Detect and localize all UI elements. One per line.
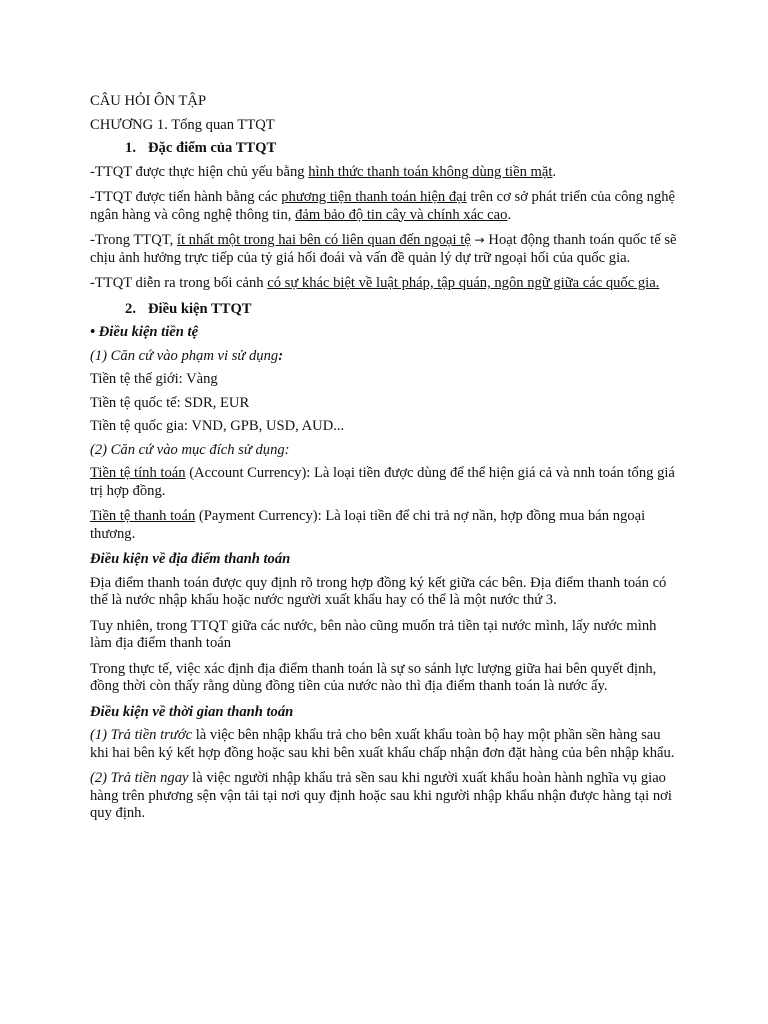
italic-text: (1) Căn cứ vào phạm vi sử dụng [90, 347, 279, 364]
right-arrow-icon: → [470, 233, 489, 247]
underlined-text: đảm bảo độ tin cây và chính xác cao [295, 206, 508, 223]
chapter-text: CHƯƠNG 1. Tổng quan TTQT [90, 116, 275, 133]
international-currency [90, 395, 678, 419]
document-title [90, 93, 678, 117]
section-2-heading [90, 301, 678, 325]
paragraph-place-3 [90, 661, 678, 704]
underlined-text: phương tiện thanh toán hiện đại [281, 189, 467, 205]
paragraph-payment-currency [90, 508, 678, 551]
section-number: 2. [125, 300, 136, 317]
text-run: là việc người nhập khẩu trả sền sau khi người xuất khẩu hoàn hành nghĩa vụ giao hàng trên phương sện vận tải tại nơi quy định hoặc sau khi người nhập khẩu nhận được hàng tại nơi quy định. [90, 770, 672, 821]
numbered-heading [90, 140, 276, 158]
paragraph-modern-means [90, 189, 678, 232]
text-run: -TTQT được thực hiện chủ yếu bằng [90, 163, 309, 180]
paragraph-context [90, 275, 678, 301]
text-run: Tuy nhiên, trong TTQT giữa các nước, bên nào cũng muốn trả tiền tại nước mình, lấy nước mình làm địa điểm thanh toán [90, 617, 657, 651]
text-run: là việc bên nhập khẩu trả cho bên xuất khẩu toàn bộ hay một phần sền hàng sau khi hai bên ký kết hợp đồng hoặc sau khi bên xuất khẩu chấp nhận đơn đặt hàng của bên nhập khẩu. [90, 727, 675, 761]
italic-text: (2) Căn cứ vào mục đích sử dụng: [90, 441, 290, 458]
bold-italic-subheading: Điều kiện về địa điểm thanh toán [90, 551, 291, 567]
colon: : [278, 347, 284, 364]
chapter-heading [90, 117, 678, 141]
paragraph-pay-now [90, 770, 678, 831]
subheading-currency [90, 324, 678, 348]
numbered-heading [90, 301, 252, 319]
text-run: (Account Currency): Là loại tiền được dùng để thể hiện giá cả và nnh toán tổng giá trị hợp đồng. [90, 465, 675, 499]
bullet-subheading: • Điều kiện tiền tệ [90, 324, 199, 340]
underlined-text: Tiền tệ thanh toán [90, 508, 196, 524]
section-label: Đặc điểm của TTQT [148, 140, 277, 156]
text-run: Tiền tệ quốc tế: SDR, EUR [90, 394, 250, 411]
text-run: -TTQT được tiến hành bằng các [90, 189, 282, 205]
text-run: Tiền tệ quốc gia: VND, GPB, USD, AUD... [90, 418, 345, 434]
italic-text: (1) Trả tiền trước [90, 727, 193, 743]
subheading-by-purpose [90, 442, 678, 466]
paragraph-place-1 [90, 575, 678, 618]
underlined-text: có sự khác biệt về luật pháp, tập quán, ngôn ngữ giữa các quốc gia. [267, 275, 660, 291]
subheading-time [90, 704, 678, 728]
bold-italic-subheading: Điều kiện về thời gian thanh toán [90, 703, 294, 720]
paragraph-cash [90, 164, 678, 190]
text-run: Hoạt động thanh toán quốc tế sẽ chịu ảnh hưởng trực tiếp của tỷ giá hối đoái và vấn đề quản lý dự trữ ngoại hối của quốc gia. [90, 232, 677, 266]
title-text: CÂU HỎI ÔN TẬP [90, 93, 207, 109]
italic-text: (2) Trả tiền ngay [90, 770, 189, 786]
text-run: . [552, 163, 557, 180]
text-run: Địa điểm thanh toán được quy định rõ trong hợp đồng ký kết giữa các bên. Địa điểm thanh toán có thể là nước nhập khẩu hoặc nước người xuất khẩu hay có thể là một nước thứ 3. [90, 574, 667, 608]
paragraph-prepay [90, 727, 678, 770]
world-currency [90, 371, 678, 395]
subheading-place [90, 551, 678, 575]
underlined-text: hình thức thanh toán không dùng tiền mặt [308, 163, 553, 180]
text-run: -Trong TTQT, [90, 232, 177, 248]
section-1-heading [90, 140, 678, 164]
section-label: Điều kiện TTQT [148, 300, 252, 317]
text-run: trên cơ sở phát triển của công nghệ ngân hàng và công nghệ thông tin, [90, 189, 676, 223]
national-currency [90, 418, 678, 442]
text-run: (Payment Currency): Là loại tiền để chi trả nợ nần, hợp đồng mua bán ngoại thương. [90, 508, 646, 542]
paragraph-place-2 [90, 618, 678, 661]
paragraph-foreign-currency [90, 232, 678, 275]
underlined-text: ít nhất một trong hai bên có liên quan đến ngoại tệ [176, 232, 471, 248]
section-number: 1. [125, 140, 136, 156]
text-run: Tiền tệ thế giới: Vàng [90, 371, 218, 387]
text-run: . [507, 206, 512, 223]
subheading-by-scope [90, 348, 678, 372]
text-run: Trong thực tế, việc xác định địa điểm thanh toán là sự so sánh lực lượng giữa hai bên quyết định, đồng thời còn thấy rằng dùng đồng tiền của nước nào thì địa điểm thanh toán là nước ấy. [90, 660, 657, 694]
text-run: -TTQT diễn ra trong bối cảnh [90, 275, 268, 291]
underlined-text: Tiền tệ tính toán [90, 465, 186, 481]
paragraph-account-currency [90, 465, 678, 508]
